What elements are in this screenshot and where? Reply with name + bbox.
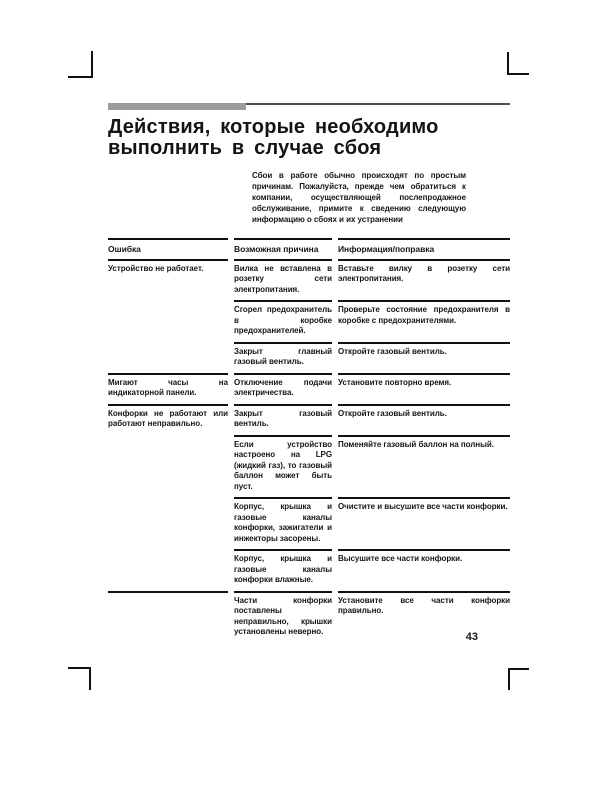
fix-cell: Проверьте состояние предохранителя в коробке с предохранителями. [338, 300, 510, 342]
cause-cell: Вилка не вставлена в розетку сети электропитания. [234, 263, 332, 294]
column-header-error: Ошибка [108, 238, 228, 261]
section-rule [108, 103, 510, 110]
error-cell: Устройство не работает. [108, 263, 204, 273]
fix-cell: Откройте газовый вентиль. [338, 342, 510, 373]
page-number: 43 [465, 631, 478, 643]
page-title [108, 117, 510, 159]
page-title-line-2: выполнить в случае сбоя [108, 137, 382, 159]
cause-cell: Если устройство настроено на LPG (жидкий газ), то газовый баллон может быть пуст. [234, 435, 332, 498]
cause-cell: Закрыт газовый вентиль. [234, 404, 332, 435]
crop-mark-bottom-right [508, 668, 529, 690]
intro-paragraph: Сбои в работе обычно происходят по простым причинам. Пожалуйста, прежде чем обратиться к компании, осуществляющей послепродажное обслуживание, примите к сведению следующую информацию о сбоях и их устранении [252, 171, 466, 224]
fix-cell: Высушите все части конфорки. [338, 549, 510, 591]
rule-gray-bar [108, 103, 246, 110]
cause-cell: Закрыт главный газовый вентиль. [234, 342, 332, 373]
column-header-fix: Информация/поправка [338, 238, 510, 261]
error-cell-empty [108, 300, 228, 342]
cause-cell: Отключение подачи электричества. [234, 373, 332, 404]
error-cell: Мигают часы на индикаторной панели. [108, 373, 228, 404]
fix-cell: Установите все части конфорки правильно. [338, 591, 510, 643]
crop-mark-bottom-left [68, 667, 91, 690]
error-cell-empty [108, 342, 228, 373]
cause-cell: Части конфорки поставлены неправильно, крышки установлены неверно. [234, 591, 332, 643]
cause-cell: Корпус, крышка и газовые каналы конфорки, зажигатели и инжекторы засорены. [234, 497, 332, 549]
cause-cell: Сгорел предохранитель в коробке предохранителей. [234, 300, 332, 342]
error-cell [108, 591, 228, 643]
page-content [108, 103, 510, 643]
troubleshooting-table [108, 238, 510, 643]
fix-cell: Вставьте вилку в розетку сети электропитания. [338, 263, 510, 283]
crop-mark-top-right [507, 52, 529, 75]
fix-cell: Установите повторно время. [338, 373, 510, 404]
error-cell-empty [108, 435, 228, 498]
fix-cell: Поменяйте газовый баллон на полный. [338, 435, 510, 498]
error-cell-empty [108, 549, 228, 591]
error-cell-empty [108, 497, 228, 549]
fix-cell: Откройте газовый вентиль. [338, 404, 510, 435]
column-header-cause: Возможная причина [234, 238, 332, 261]
error-cell: Конфорки не работают или работают неправильно. [108, 404, 228, 435]
page-title-line-1: Действия, которые необходимо [108, 116, 439, 138]
crop-mark-top-left [68, 51, 93, 78]
cause-cell: Корпус, крышка и газовые каналы конфорки влажные. [234, 549, 332, 591]
fix-cell: Очистите и высушите все части конфорки. [338, 497, 510, 549]
